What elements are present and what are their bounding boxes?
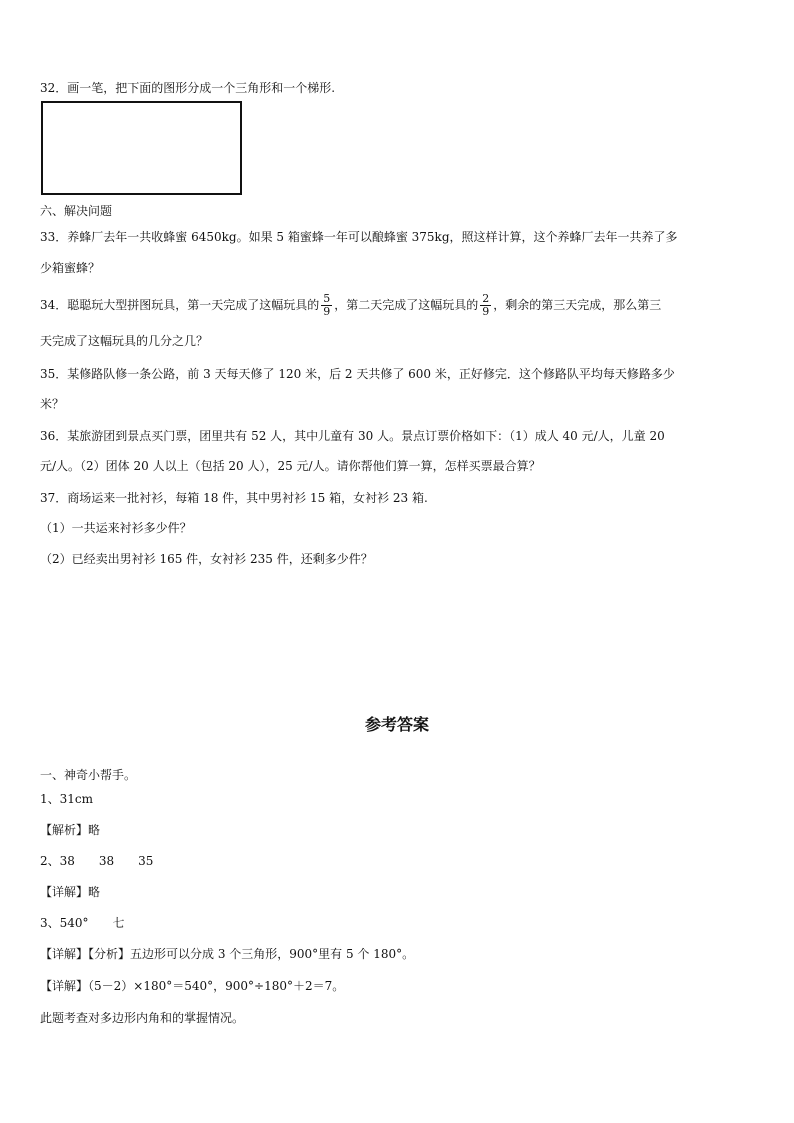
section-heading-6: 六、解决问题 [40,204,113,218]
question-34-line1 [40,290,661,320]
question-33-line2: 少箱蜜蜂？ [40,261,101,275]
question-35-line2: 米？ [40,397,65,411]
question-34-line2: 天完成了这幅玩具的几分之几？ [40,334,209,348]
fraction-numerator: 5 [323,292,331,305]
fraction-five-ninths [321,293,332,318]
answer-1: 1、31cm [40,792,94,806]
answer-2-note: 【详解】略 [40,885,101,899]
answer-1-note: 【解析】略 [40,823,101,837]
fraction-denominator: 9 [482,305,490,318]
answer-3-analysis: 【详解】【分析】五边形可以分成 3 个三角形，900°里有 5 个 180°。 [40,947,415,961]
question-37-sub2: （2）已经卖出男衬衫 165 件，女衬衫 235 件，还剩多少件？ [40,552,373,566]
question-37-sub1: （1）一共运来衬衫多少件？ [40,521,192,535]
question-37-line1: 37．商场运来一批衬衫，每箱 18 件，其中男衬衫 15 箱，女衬衫 23 箱. [40,491,428,505]
question-36-line1: 36．某旅游团到景点买门票，团里共有 52 人，其中儿童有 30 人。景点订票价格如下：（1）成人 40 元/人，儿童 20 [40,429,665,443]
question-34-part3: ，剩余的第三天完成，那么第三 [493,298,662,312]
question-33-line1: 33．养蜂厂去年一共收蜂蜜 6450kg。如果 5 箱蜜蜂一年可以酿蜂蜜 375kg，照这样计算，这个养蜂厂去年一共养了多 [40,230,678,244]
question-36-line2: 元/人。（2）团体 20 人以上（包括 20 人），25 元/人。请你帮他们算一算，怎样买票最合算？ [40,459,541,473]
question-32: 32．画一笔，把下面的图形分成一个三角形和一个梯形. [40,81,336,95]
answer-3: 3、540° 七 [40,916,125,930]
question-34-part1: 34．聪聪玩大型拼图玩具，第一天完成了这幅玩具的 [40,298,320,312]
answer-3-summary: 此题考查对多边形内角和的掌握情况。 [40,1011,245,1025]
fraction-two-ninths [480,293,491,318]
question-34-part2: ，第二天完成了这幅玩具的 [334,298,479,312]
answers-section-1: 一、神奇小帮手。 [40,768,137,782]
answer-3-detail: 【详解】（5－2）×180°＝540°，900°÷180°＋2＝7。 [40,979,345,993]
question-35-line1: 35．某修路队修一条公路，前 3 天每天修了 120 米，后 2 天共修了 600 米，正好修完．这个修路队平均每天修路多少 [40,367,675,381]
fraction-numerator: 2 [482,292,490,305]
answer-2: 2、38 38 35 [40,854,154,868]
fraction-denominator: 9 [323,305,331,318]
rectangle-figure [41,101,242,195]
answers-title: 参考答案 [364,715,429,734]
